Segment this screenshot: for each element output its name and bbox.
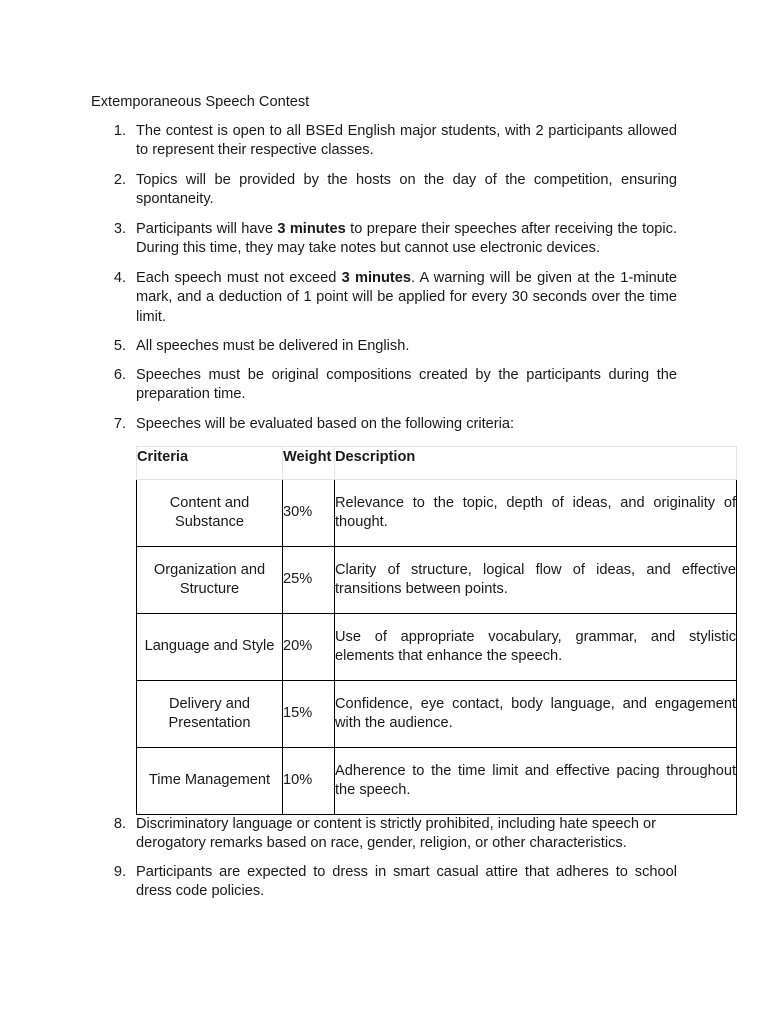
rule-number: 1. <box>113 123 126 139</box>
criteria-description: Clarity of structure, logical flow of ideas, and effective transitions between points. <box>335 547 737 614</box>
table-header-row <box>137 447 737 480</box>
criteria-description: Use of appropriate vocabulary, grammar, and stylistic elements that enhance the speech. <box>335 614 737 681</box>
rule-text: Participants are expected to dress in smart casual attire that adheres to school dress code policies. <box>136 864 677 900</box>
rule-number: 7. <box>113 416 126 432</box>
rule-number: 8. <box>113 816 126 832</box>
header-description: Description <box>335 447 737 480</box>
rule-number: 3. <box>113 221 126 237</box>
criteria-description: Confidence, eye contact, body language, and engagement with the audience. <box>335 681 737 748</box>
emphasis-duration: 3 minutes <box>341 270 411 286</box>
table-row <box>137 547 737 614</box>
rule-number: 4. <box>113 270 126 286</box>
rule-text: Participants will have 3 minutes to prepare their speeches after receiving the topic. During this time, they may take notes but cannot use electronic devices. <box>136 221 678 257</box>
criteria-name: Delivery and Presentation <box>137 681 283 748</box>
criteria-name: Language and Style <box>137 614 283 681</box>
rule-text: Speeches will be evaluated based on the following criteria: <box>136 416 515 432</box>
rule-text: All speeches must be delivered in English. <box>136 338 410 354</box>
rule-text: The contest is open to all BSEd English major students, with 2 participants allowed to represent their respective classes. <box>136 123 677 159</box>
criteria-weight: 15% <box>283 681 335 748</box>
criteria-name: Time Management <box>137 748 283 815</box>
table-row <box>137 681 737 748</box>
rule-number: 5. <box>113 338 126 354</box>
rule-text: Discriminatory language or content is strictly prohibited, including hate speech or derogatory remarks based on race, gender, religion, or other characteristics. <box>136 816 656 852</box>
criteria-name: Organization and Structure <box>137 547 283 614</box>
rule-text: Topics will be provided by the hosts on the day of the competition, ensuring spontaneity. <box>136 172 677 208</box>
criteria-weight: 25% <box>283 547 335 614</box>
header-criteria: Criteria <box>137 447 283 480</box>
criteria-name: Content and Substance <box>137 480 283 547</box>
criteria-table <box>136 446 737 815</box>
table-row <box>137 480 737 547</box>
criteria-weight: 20% <box>283 614 335 681</box>
document-title: Extemporaneous Speech Contest <box>91 94 310 110</box>
emphasis-duration: 3 minutes <box>277 221 346 237</box>
criteria-weight: 10% <box>283 748 335 815</box>
table-row <box>137 614 737 681</box>
rule-text: Speeches must be original compositions created by the participants during the preparation time. <box>136 367 677 403</box>
table-row <box>137 748 737 815</box>
criteria-weight: 30% <box>283 480 335 547</box>
rule-text: Each speech must not exceed 3 minutes. A warning will be given at the 1-minute mark, and a deduction of 1 point will be applied for every 30 seconds over the time limit. <box>136 270 677 325</box>
rule-number: 2. <box>113 172 126 188</box>
criteria-description: Adherence to the time limit and effective pacing throughout the speech. <box>335 748 737 815</box>
rule-number: 9. <box>113 864 126 880</box>
criteria-description: Relevance to the topic, depth of ideas, and originality of thought. <box>335 480 737 547</box>
rule-number: 6. <box>113 367 126 383</box>
header-weight: Weight <box>283 447 335 480</box>
